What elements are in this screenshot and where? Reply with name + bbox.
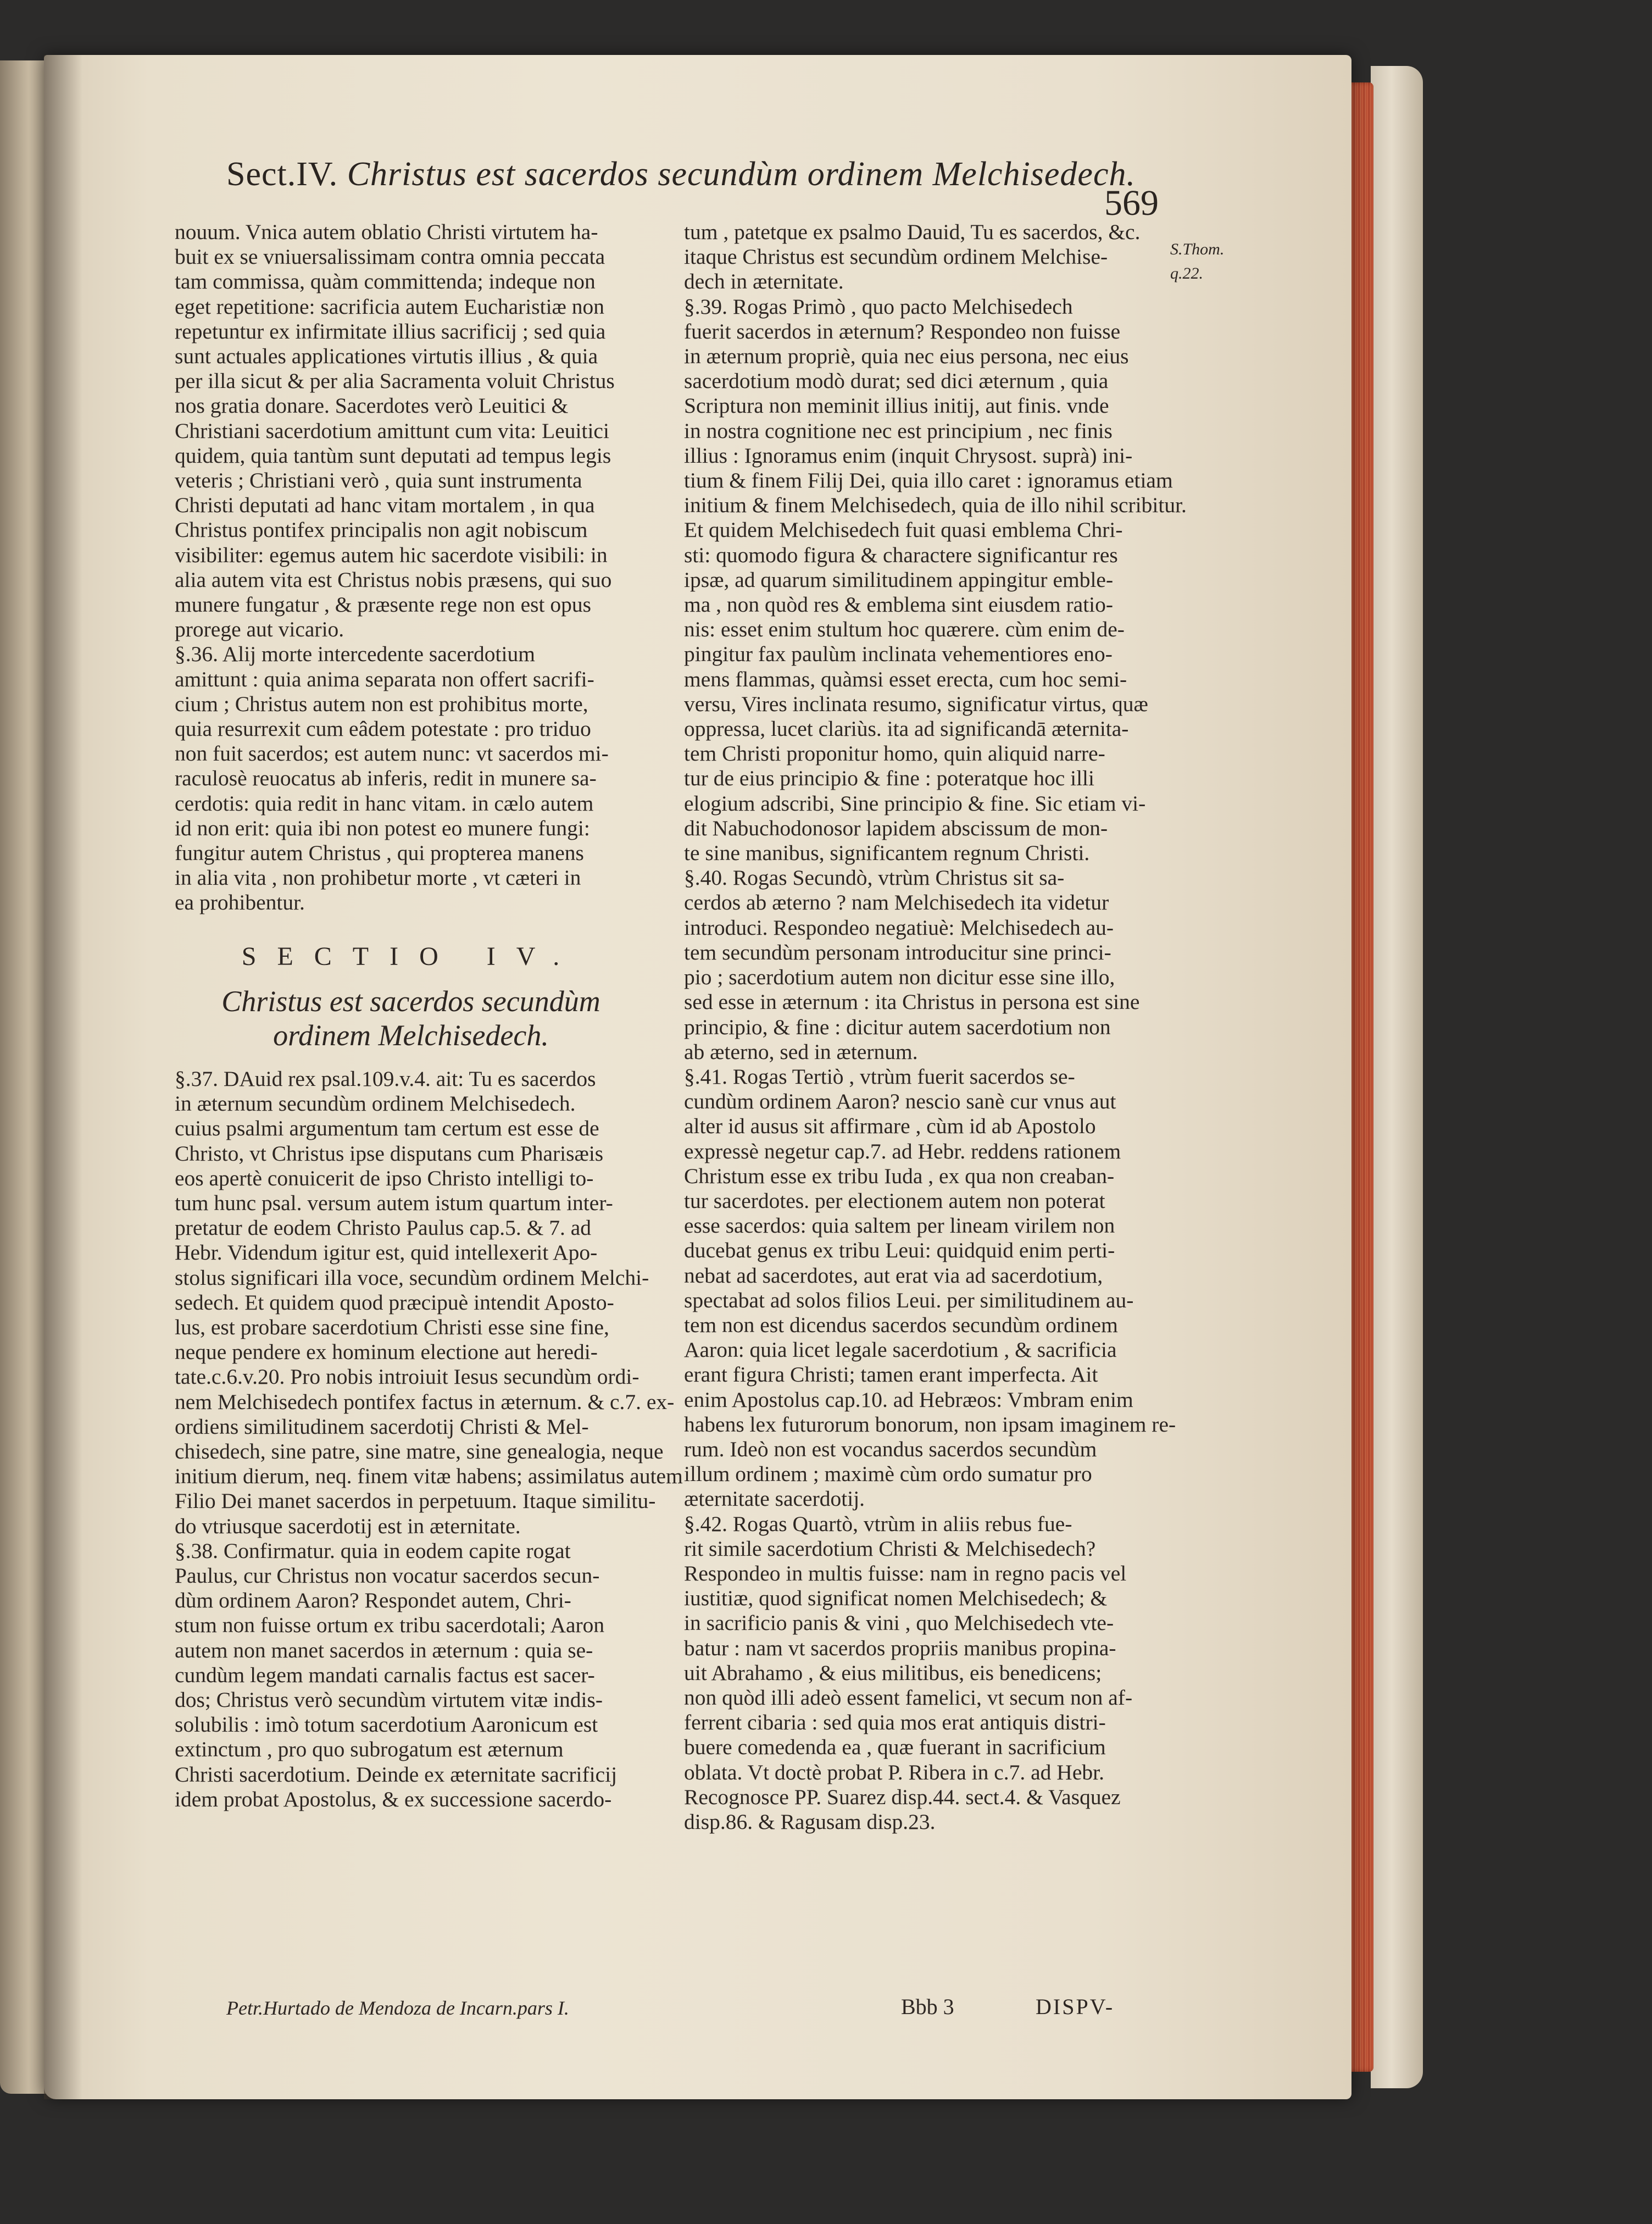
text-line: iustitiæ, quod significat nomen Melchisedech; & [684,1586,1108,1611]
text-line: prorege aut vicario. [175,617,344,642]
text-line: solubilis : imò totum sacerdotium Aaronicum est [175,1712,598,1737]
text-line: versu, Vires inclinata resumo, significatur virtus, quæ [684,691,1148,716]
text-line: nouum. Vnica autem oblatio Christi virtutem ha- [175,220,598,244]
text-line: principio, & fine : dicitur autem sacerdotium non [684,1014,1111,1039]
catchword: DISPV- [1036,1994,1115,2019]
text-line: tem secundùm personam introducitur sine princi- [684,940,1111,964]
text-line: cium ; Christus autem non est prohibitus morte, [175,691,588,716]
text-line: nebat ad sacerdotes, aut erat via ad sacerdotium, [684,1263,1103,1288]
text-line: §.41. Rogas Tertiò , vtrùm fuerit sacerdos se- [684,1064,1075,1089]
text-line: tum hunc psal. versum autem istum quartum inter- [175,1190,613,1215]
text-line: §.36. Alij morte intercedente sacerdotium [175,642,535,667]
text-line: tur sacerdotes. per electionem autem non poterat [684,1188,1105,1213]
text-line: autem non manet sacerdos in æternum : quia se- [175,1638,593,1662]
running-head-prefix: Sect.IV. [226,156,338,193]
text-line: tem non est dicendus sacerdos secundùm ordinem [684,1312,1118,1337]
text-line: fungitur autem Christus , qui propterea manens [175,841,584,866]
text-line: elogium adscribi, Sine principio & fine. Sic etiam vi- [684,791,1146,816]
text-line: batur : nam vt sacerdos propriis manibus propina- [684,1635,1116,1660]
text-line: tum , patetque ex psalmo Dauid, Tu es sacerdos, &c. [684,220,1141,244]
text-line: repetuntur ex infirmitate illius sacrificij ; sed quia [175,319,606,343]
text-line: oppressa, lucet clariùs. ita ad significandā æternita- [684,717,1129,741]
text-line: Christi deputati ad hanc vitam mortalem , in qua [175,493,595,518]
text-line: in nostra cognitione nec est principium , nec finis [684,418,1113,443]
text-line: dech in æternitate. [684,269,844,294]
text-line: sedech. Et quidem quod præcipuè intendit Aposto- [175,1290,614,1315]
section-title: SECTIO IV. [241,941,581,971]
text-line: visibiliter: egemus autem hic sacerdote visibili: in [175,542,608,567]
signature-mark: Bbb 3 [901,1994,954,2019]
text-line: mens flammas, quàmsi esset erecta, cum hoc semi- [684,667,1127,691]
text-line: uit Abrahamo , & eius militibus, eis benedicens; [684,1660,1102,1685]
book-cover-edge [1371,66,1423,2088]
text-line: æternitate sacerdotij. [684,1487,865,1511]
text-line: quidem, quia tantùm sunt deputati ad tempus legis [175,443,611,468]
text-line: pio ; sacerdotium autem non dicitur esse sine illo, [684,965,1115,990]
text-line: ab æterno, sed in æternum. [684,1039,918,1064]
text-line: rum. Ideò non est vocandus sacerdos secundùm [684,1437,1097,1461]
text-line: pingitur fax paulùm inclinata vehementiores eno- [684,642,1113,667]
text-line: habens lex futurorum bonorum, non ipsam imaginem re- [684,1412,1176,1437]
text-line: cerdos ab æterno ? nam Melchisedech ita videtur [684,890,1109,915]
text-line: te sine manibus, significantem regnum Christi. [684,841,1090,866]
text-line: Paulus, cur Christus non vocatur sacerdos secun- [175,1563,600,1588]
text-line: §.40. Rogas Secundò, vtrùm Christus sit sa- [684,866,1065,890]
text-line: in æternum secundùm ordinem Melchisedech. [175,1091,576,1116]
text-line: initium dierum, neq. finem vitæ habens; assimilatus autem [175,1464,683,1489]
page-number: 569 [1104,183,1159,223]
text-line: §.39. Rogas Primò , quo pacto Melchisedech [684,294,1073,319]
text-line: munere fungatur , & præsente rege non est opus [175,592,591,617]
text-line: Christiani sacerdotium amittunt cum vita: Leuitici [175,418,609,443]
text-line: dùm ordinem Aaron? Respondet autem, Chri- [175,1588,571,1613]
section-subtitle: Christus est sacerdos secundùm ordinem Melchisedech. [221,984,600,1052]
text-line: Christum esse ex tribu Iuda , ex qua non creaban- [684,1163,1115,1188]
text-line: tur de eius principio & fine : poteratque hoc illi [684,766,1095,791]
text-line: in æternum propriè, quia nec eius persona, nec eius [684,344,1129,369]
text-line: esse sacerdos: quia saltem per lineam virilem non [684,1213,1115,1238]
text-line: neque pendere ex hominum electione aut heredi- [175,1340,598,1365]
text-line: itaque Christus est secundùm ordinem Melchise- [684,245,1108,269]
text-line: sunt actuales applicationes virtutis illius , & quia [175,344,598,369]
text-line: amittunt : quia anima separata non offert sacrifi- [175,667,594,691]
text-line: cuius psalmi argumentum tam certum est esse de [175,1116,599,1141]
text-line: illius : Ignoramus enim (inquit Chrysost. suprà) ini- [684,443,1133,468]
text-line: cerdotis: quia redit in hanc vitam. in cælo autem [175,791,594,816]
text-line: ma , non quòd res & emblema sint eiusdem ratio- [684,592,1114,617]
text-line: introduci. Respondeo negatiuè: Melchisedech au- [684,915,1114,940]
text-line: raculosè reuocatus ab inferis, redit in munere sa- [175,766,597,791]
text-line: sacerdotium modò durat; sed dici æternum , quia [684,369,1109,393]
text-line: id non erit: quia ibi non potest eo munere fungi: [175,816,590,840]
text-line: §.37. DAuid rex psal.109.v.4. ait: Tu es sacerdos [175,1066,596,1091]
text-line: quia resurrexit cum eâdem potestate : pro triduo [175,717,591,741]
text-line: nem Melchisedech pontifex factus in æternum. & c.7. ex- [175,1389,675,1414]
text-line: §.42. Rogas Quartò, vtrùm in aliis rebus fue- [684,1511,1072,1536]
margin-note-line-1: S.Thom. [1170,240,1225,258]
text-line: Recognosce PP. Suarez disp.44. sect.4. & Vasquez [684,1784,1121,1809]
text-line: alia autem vita est Christus nobis præsens, qui suo [175,567,612,592]
text-line: Scriptura non meminit illius initij, aut finis. vnde [684,393,1109,418]
left-column-part-a [175,220,647,916]
text-line: ducebat genus ex tribu Leui: quidquid enim perti- [684,1238,1115,1263]
text-line: dit Nabuchodonosor lapidem abscissum de mon- [684,816,1108,840]
text-line: sti: quomodo figura & charactere significantur res [684,542,1118,567]
text-line: per illa sicut & per alia Sacramenta voluit Christus [175,369,615,393]
text-line: cundùm ordinem Aaron? nescio sanè cur vnus aut [684,1089,1116,1114]
left-column [175,220,683,1812]
text-line: ipsæ, ad quarum similitudinem appingitur emble- [684,567,1114,592]
text-line: lus, est probare sacerdotium Christi esse sine fine, [175,1315,609,1339]
text-line: in sacrificio panis & vini , quo Melchisedech vte- [684,1611,1114,1635]
text-line: rit simile sacerdotium Christi & Melchisedech? [684,1536,1096,1561]
text-line: dos; Christus verò secundùm virtutem vitæ indis- [175,1687,603,1712]
text-line: alter id ausus sit affirmare , cùm id ab Apostolo [684,1114,1096,1139]
text-line: do vtriusque sacerdotij est in æternitate. [175,1513,521,1538]
text-line: Et quidem Melchisedech fuit quasi emblema Chri- [684,518,1123,542]
text-line: Aaron: quia licet legale sacerdotium , & sacrificia [684,1338,1117,1362]
text-line: sed esse in æternum : ita Christus in persona est sine [684,990,1140,1014]
text-line: enim Apostolus cap.10. ad Hebræos: Vmbram enim [684,1387,1133,1412]
text-line: nis: esset enim stultum hoc quærere. cùm enim de- [684,617,1125,642]
text-line: in alia vita , non prohibetur morte , vt cæteri in [175,866,581,890]
text-line: Hebr. Videndum igitur est, quid intellexerit Apo- [175,1240,598,1265]
text-line: pretatur de eodem Christo Paulus cap.5. & 7. ad [175,1216,592,1240]
text-line: extinctum , pro quo subrogatum est æternum [175,1737,564,1762]
text-line: Christus pontifex principalis non agit nobiscum [175,518,588,542]
text-line: chisedech, sine patre, sine matre, sine genealogia, neque [175,1439,664,1463]
left-column-part-b [175,1066,683,1812]
text-line: fuerit sacerdos in æternum? Respondeo non fuisse [684,319,1121,343]
text-line: ferrent cibaria : sed quia mos erat antiquis distri- [684,1710,1106,1735]
text-line: spectabat ad solos filios Leui. per similitudinem au- [684,1288,1134,1312]
text-line: §.38. Confirmatur. quia in eodem capite rogat [175,1538,571,1563]
text-line: non quòd illi adeò essent famelici, vt secum non af- [684,1685,1133,1710]
running-head-title: Christus est sacerdos secundùm ordinem Melchisedech. [347,156,1136,193]
text-line: disp.86. & Ragusam disp.23. [684,1810,936,1834]
text-line: Respondeo in multis fuisse: nam in regno pacis vel [684,1561,1127,1585]
text-line: cundùm legem mandati carnalis factus est sacer- [175,1662,595,1687]
text-line: stum non fuisse ortum ex tribu sacerdotali; Aaron [175,1613,605,1638]
text-line: expressè negetur cap.7. ad Hebr. reddens rationem [684,1139,1121,1163]
margin-note [1170,237,1224,286]
text-line: tam commissa, quàm committenda; indeque non [175,269,596,294]
text-line: ea prohibentur. [175,890,305,915]
text-line: veteris ; Christiani verò , quia sunt instrumenta [175,468,582,493]
text-line: ordiens similitudinem sacerdotij Christi & Mel- [175,1414,589,1439]
text-line: illum ordinem ; maximè cùm ordo sumatur pro [684,1462,1092,1487]
gutter-shadow [44,55,82,2099]
text-line: tem Christi proponitur homo, quin aliquid narre- [684,741,1105,766]
text-line: Christo, vt Christus ipse disputans cum Pharisæis [175,1141,604,1166]
text-line: idem probat Apostolus, & ex successione sacerdo- [175,1787,612,1811]
text-line: initium & finem Melchisedech, quia de illo nihil scribitur. [684,493,1187,518]
margin-note-line-2: q.22. [1170,264,1203,282]
text-line: buere comedenda ea , quæ fuerant in sacrificium [684,1735,1106,1760]
footer-author-line: Petr.Hurtado de Mendoza de Incarn.pars I. [226,1997,569,2019]
text-line: eos apertè conuicerit de ipso Christo intelligi to- [175,1166,594,1190]
text-line: oblata. Vt doctè probat P. Ribera in c.7. ad Hebr. [684,1760,1104,1784]
text-line: Filio Dei manet sacerdos in perpetuum. Itaque similitu- [175,1489,656,1513]
text-line: erant figura Christi; tamen erant imperfecta. Ait [684,1362,1098,1387]
text-line: stolus significari illa voce, secundùm ordinem Melchi- [175,1265,649,1290]
text-line: Christi sacerdotium. Deinde ex æternitate sacrificij [175,1762,618,1787]
text-line: nos gratia donare. Sacerdotes verò Leuitici & [175,393,569,418]
text-line: buit ex se vniuersalissimam contra omnia peccata [175,245,605,269]
text-line: eget repetitione: sacrificia autem Eucharistiæ non [175,294,605,319]
text-line: non fuit sacerdos; est autem nunc: vt sacerdos mi- [175,741,609,766]
text-line: tium & finem Filij Dei, quia illo caret : ignoramus etiam [684,468,1173,493]
text-line: tate.c.6.v.20. Pro nobis introiuit Iesus secundùm ordi- [175,1365,639,1389]
